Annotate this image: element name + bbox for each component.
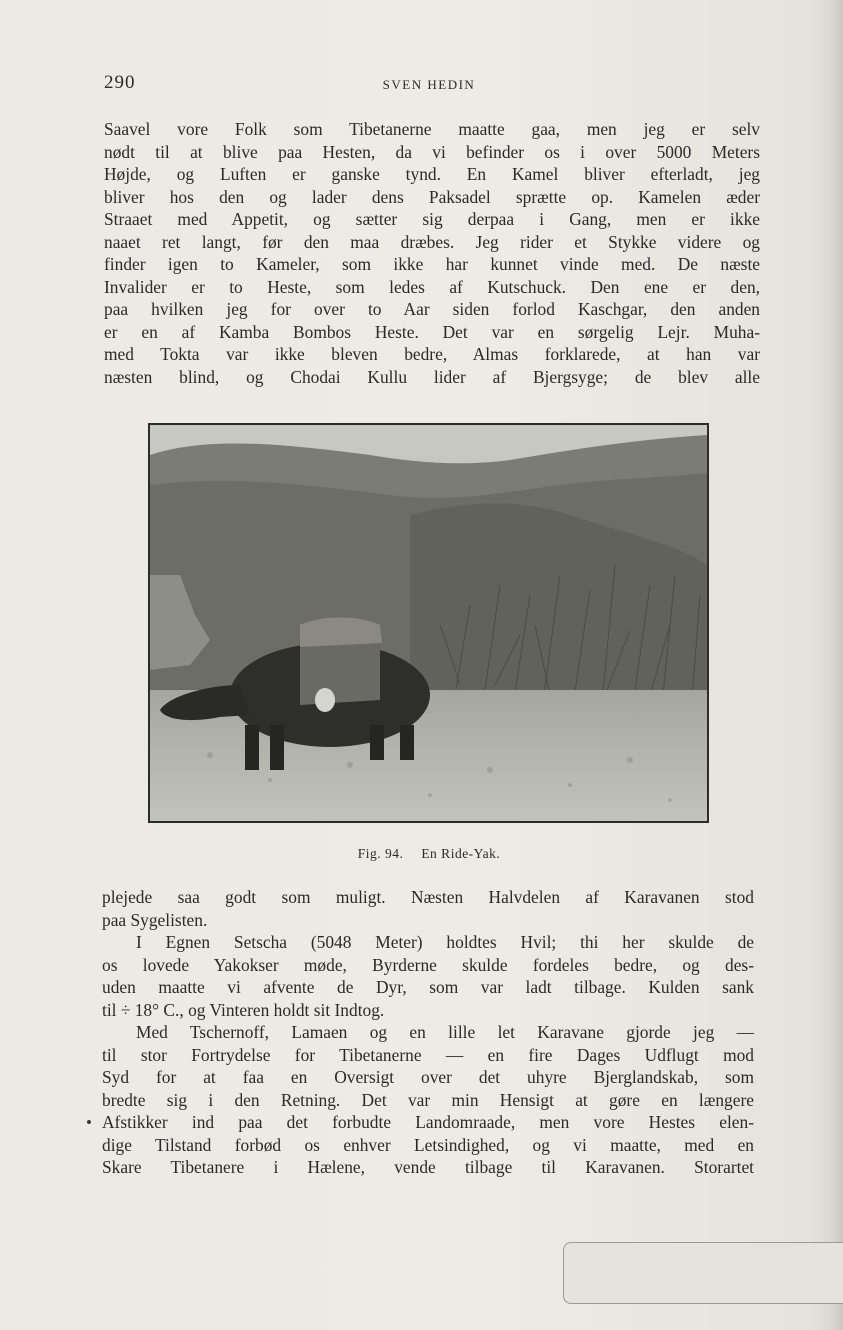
text-line: bliver hos den og lader dens Paksadel sprætte op. Kamelen æder	[104, 186, 760, 207]
text-line: Skare Tibetanere i Hælene, vende tilbage til Karavanen. Storartet	[102, 1157, 754, 1177]
library-label-tab	[563, 1242, 843, 1304]
figure-caption	[104, 846, 754, 862]
text-line: næsten blind, og Chodai Kullu lider af Bjergsyge; de blev alle	[104, 366, 760, 387]
text-line: til stor Fortrydelse for Tibetanerne — en fire Dages Udflugt mod	[102, 1044, 754, 1065]
page-number: 290	[104, 72, 136, 93]
text-line: med Tokta var ikke bleven bedre, Almas forklarede, at han var	[104, 344, 760, 364]
text-line: Syd for at faa en Oversigt over det uhyre Bjerglandskab, som	[102, 1067, 754, 1087]
text-line: os lovede Yakokser møde, Byrderne skulde fordeles bedre, og des-	[102, 954, 754, 975]
text-line: er en af Kamba Bombos Heste. Det var en sørgelig Lejr. Muha-	[104, 321, 760, 342]
text-line: til ÷ 18° C., og Vinteren holdt sit Indtog.	[102, 999, 385, 1020]
text-line: Straaet med Appetit, og sætter sig derpaa i Gang, men er ikke	[104, 209, 760, 229]
text-line: plejede saa godt som muligt. Næsten Halvdelen af Karavanen stod	[102, 887, 754, 907]
running-head: SVEN HEDIN	[382, 77, 476, 92]
page-edge	[831, 0, 843, 1330]
text-line: Saavel vore Folk som Tibetanerne maatte gaa, men jeg er selv	[104, 119, 760, 139]
text-line: uden maatte vi afvente de Dyr, som var ladt tilbage. Kulden sank	[102, 977, 754, 997]
page-header	[104, 72, 754, 96]
text-line: nødt til at blive paa Hesten, da vi befinder os i over 5000 Meters	[104, 141, 760, 162]
text-line: Med Tschernoff, Lamaen og en lille let Karavane gjorde jeg —	[136, 1022, 754, 1042]
text-line: paa hvilken jeg for over to Aar siden forlod Kaschgar, den anden	[104, 299, 760, 319]
text-line: Invalider er to Heste, som ledes af Kutschuck. Den ene er den,	[104, 276, 760, 297]
margin-mark	[87, 1120, 91, 1124]
text-line: Højde, og Luften er ganske tynd. En Kamel bliver efterladt, jeg	[104, 164, 760, 184]
paragraph-1	[104, 118, 760, 388]
paragraph-2	[102, 886, 754, 1179]
text-line: bredte sig i den Retning. Det var min Hensigt at gøre en længere	[102, 1089, 754, 1110]
text-line: Afstikker ind paa det forbudte Landomraade, men vore Hestes elen-	[102, 1112, 754, 1132]
text-line: naaet ret langt, før den maa dræbes. Jeg rider et Stykke videre og	[104, 231, 760, 252]
figure-number: Fig. 94.	[357, 846, 404, 861]
text-line: dige Tilstand forbød os enhver Letsindighed, og vi maatte, med en	[102, 1134, 754, 1155]
figure-title: En Ride-Yak.	[421, 846, 501, 861]
figure-photo-ride-yak	[148, 423, 709, 823]
text-line: paa Sygelisten.	[102, 909, 208, 930]
text-line: I Egnen Setscha (5048 Meter) holdtes Hvil; thi her skulde de	[136, 932, 754, 952]
yak-photo-illustration	[150, 425, 707, 821]
text-line: finder igen to Kameler, som ikke har kunnet vinde med. De næste	[104, 254, 760, 274]
